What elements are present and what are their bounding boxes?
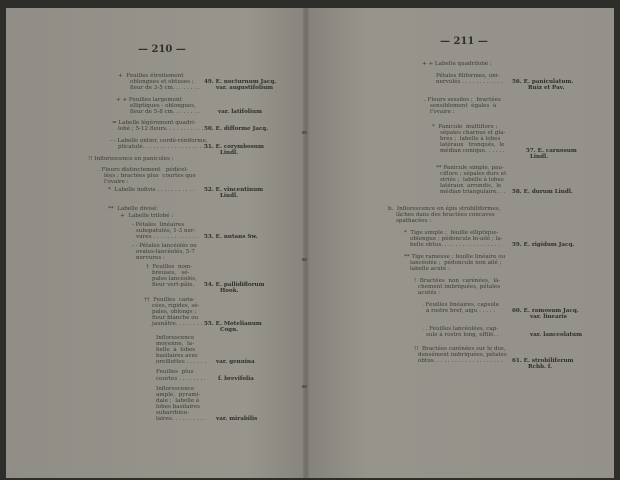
- key-line: lancéolée ; pédoncule non ailé ;: [410, 260, 502, 266]
- key-line: b. Inflorescence en épis strobiliformes,: [388, 206, 501, 212]
- key-line: cées, rigides, sé-: [152, 303, 200, 309]
- key-line: !! Bractées carénées sur le dos,: [414, 346, 506, 352]
- key-line: subspatulés, 1-3 ner-: [136, 228, 196, 234]
- key-line: * Labelle indivis . . . . . . . . . . .: [108, 187, 195, 193]
- species-entry: 57. E. carnosum: [526, 148, 577, 154]
- right-page-number: — 211 —: [440, 36, 488, 47]
- key-line: subarrbiou-: [156, 410, 189, 416]
- species-entry: var. augustifolium: [216, 85, 274, 91]
- species-entry: 51. E. corymbosum: [204, 144, 264, 150]
- margin-mark: [302, 258, 307, 261]
- key-line: médian triangulaire. . .: [440, 189, 506, 195]
- key-line: + Feuilles étroitement: [118, 73, 184, 79]
- key-line: ample, pyrami-: [156, 392, 201, 398]
- left-page-number: — 210 —: [138, 44, 186, 55]
- key-line: ! Bractées non carénées, là-: [414, 278, 501, 284]
- key-line: basilaires avec: [156, 353, 199, 359]
- species-entry: 55. E. Motelianum: [204, 321, 262, 327]
- key-line: lées ; bractées plus courtes que: [104, 173, 196, 179]
- key-line: jaunâtre. . . . . . . . .: [152, 321, 207, 327]
- key-line: . Fleurs distinctement pédicel-: [98, 167, 189, 173]
- key-line: oblongue ; pédoncule bi-ailé ; la-: [410, 236, 503, 242]
- key-line: = Labelle légèrement quadri-: [112, 120, 196, 126]
- key-line: plicatulé. . . . . . . . . . . . . . . . . . . .: [118, 144, 212, 150]
- key-line: ** Panicule simple, pau-: [436, 165, 504, 171]
- species-entry: var. latifolium: [218, 109, 263, 115]
- key-line: fleur vert-pâle.: [152, 282, 195, 288]
- species-entry: 49. E. nocturnum Jacq.: [204, 79, 277, 85]
- key-line: laires. . . . . . . . . .: [156, 416, 206, 422]
- key-line: labelle acuté :: [410, 266, 450, 272]
- species-entry: 54. E. pallidiflorum: [204, 282, 265, 288]
- key-line: lâches dans des bractées concaves: [396, 212, 495, 218]
- species-entry: var. mirabilis: [216, 416, 258, 422]
- key-line: + + Labelle quadrilobé :: [422, 61, 492, 67]
- species-entry: 61. E. strobiliferum: [512, 358, 574, 364]
- key-line: moyenne, la-: [156, 341, 195, 347]
- key-line: latéraux arrondis, le: [440, 183, 502, 189]
- key-line: médian conique. . . . . .: [440, 148, 505, 154]
- margin-mark: [302, 385, 307, 388]
- key-line: * Tige simple ; feuille elliptique-: [404, 230, 499, 236]
- book-gutter: [303, 8, 309, 478]
- species-entry: Lindl.: [530, 154, 549, 160]
- species-entry: var. linearis: [530, 314, 567, 320]
- key-line: . Feuilles linéaires, capsule: [422, 302, 500, 308]
- key-line: . . Feuilles lancéolées, cap-: [422, 326, 499, 332]
- key-line: oreillettes . . . . . .: [156, 359, 207, 365]
- key-line: + Labelle trilobé :: [120, 213, 174, 219]
- key-line: sule à rostre long, effilé. .: [426, 332, 499, 338]
- key-line: belle obtus. . . . . . . . . . . . . . . . .: [410, 242, 500, 248]
- key-line: ** Tige rameuse ; feuille linéaire ou: [404, 254, 506, 260]
- species-entry: var. genuina: [216, 359, 255, 365]
- key-line: . Fleurs sessiles ; bractées: [424, 97, 501, 103]
- key-line: Inflorescence: [156, 386, 195, 392]
- species-entry: f. brevifolia: [218, 376, 254, 382]
- species-entry: 50. E. difforme Jacq.: [204, 126, 269, 132]
- key-line: nervures :: [136, 255, 165, 261]
- key-line: breuses, sé-: [152, 270, 190, 276]
- key-line: Inflorescence: [156, 335, 195, 341]
- key-line: obtus. . . . . . . . . . . . . . . . . . . .: [418, 358, 504, 364]
- key-line: lobé ; 5-12 fleurs. . . . . . . . . . .: [118, 126, 204, 132]
- species-entry: 53. E. nutans Sw.: [204, 234, 258, 240]
- species-entry: var. lanceolatum: [530, 332, 583, 338]
- key-line: - - Labelle entier, cordé-réniforme,: [110, 138, 208, 144]
- key-line: fleur de 5-8 cm. . . . . . . .: [130, 109, 200, 115]
- species-entry: Hook.: [220, 288, 239, 294]
- key-line: elliptiques - oblongues,: [130, 103, 196, 109]
- species-entry: Rchb. f.: [528, 364, 553, 370]
- key-line: ** Labelle divisé:: [108, 206, 159, 212]
- key-line: latéraux tronqués, le: [440, 142, 505, 148]
- species-entry: Ruiz et Pav.: [528, 85, 565, 91]
- key-line: lobes basilaires: [156, 404, 201, 410]
- species-entry: 56. E. paniculatum.: [512, 79, 574, 85]
- key-line: belle à lobes: [156, 347, 196, 353]
- key-line: * Panicule multiflore ;: [432, 124, 498, 130]
- key-line: acutés :: [418, 290, 441, 296]
- key-line: † Feuilles nom-: [146, 264, 193, 270]
- key-line: sépales charnus et gla-: [440, 130, 506, 136]
- key-line: spathacées :: [396, 218, 432, 224]
- species-entry: 52. E. vincentinum: [204, 187, 264, 193]
- key-line: densément imbriquées, pétales: [418, 352, 507, 358]
- species-entry: Lindl.: [220, 193, 239, 199]
- key-line: sensiblement égales à: [430, 103, 497, 109]
- key-line: courtes . . . . . . . .: [156, 376, 206, 382]
- key-line: - Pétales linéaires: [132, 222, 185, 228]
- key-line: †† Feuilles caria-: [144, 297, 195, 303]
- species-entry: 58. E. durum Lindl.: [512, 189, 573, 195]
- key-line: pales lancéolés,: [152, 276, 197, 282]
- key-line: Pétales filiformes, uni-: [436, 73, 500, 79]
- key-line: Feuilles plus: [156, 369, 194, 375]
- key-line: à rostre bref, aigu . . . . .: [426, 308, 496, 314]
- key-line: vures . . . . . . . . . . . . .: [136, 234, 198, 240]
- margin-mark: [302, 131, 307, 134]
- key-line: chement imbriquées, pétales: [418, 284, 501, 290]
- key-line: ciflore ; sépales durs et: [440, 171, 507, 177]
- key-line: bres ; labelle à lobes: [440, 136, 501, 142]
- species-entry: 60. E. ramosum Jacq.: [512, 308, 579, 314]
- key-line: striés ; labelle à lobes: [440, 177, 504, 183]
- key-line: fleur blanche ou: [152, 315, 199, 321]
- key-line: !! Inflorescence en panicules :: [88, 156, 174, 162]
- key-line: oblongues et obtuses ;: [130, 79, 194, 85]
- species-entry: 59. E. rigidum Jacq.: [512, 242, 575, 248]
- key-line: l'ovaire :: [104, 179, 129, 185]
- key-line: pales, oblongs ;: [152, 309, 197, 315]
- key-line: l'ovaire :: [430, 109, 455, 115]
- key-line: dale ; labelle à: [156, 398, 200, 404]
- key-line: ovales-lancéolés, 5-7: [136, 249, 195, 255]
- key-line: nervulés . . . . . . . . . . . .: [436, 79, 503, 85]
- key-line: + + Feuilles largement: [116, 97, 182, 103]
- key-line: - - Pétales lancéolés ou: [132, 243, 197, 249]
- species-entry: Lindl.: [220, 150, 239, 156]
- key-line: fleur de 3-5 cm. . . . . . . .: [130, 85, 200, 91]
- species-entry: Cogn.: [220, 327, 239, 333]
